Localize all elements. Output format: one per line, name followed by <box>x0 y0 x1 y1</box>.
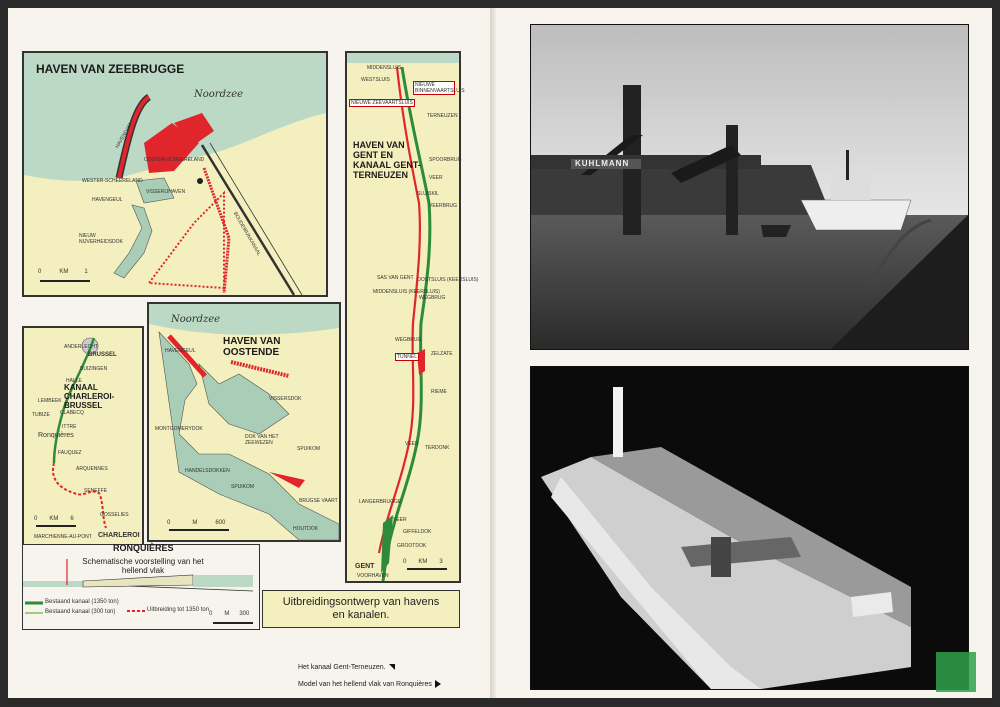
ronquieres-title: RONQUIÈRES <box>113 543 174 553</box>
scale-max: 300 <box>239 611 250 617</box>
place-label: WESTSLUIS <box>361 77 390 83</box>
charleroi-city-label: CHARLEROI <box>98 532 140 539</box>
right-page <box>496 8 992 698</box>
photo-canal-gent-terneuzen <box>530 24 969 350</box>
map-gent-terneuzen <box>345 51 479 583</box>
zeebrugge-label: HAVENGEUL <box>92 197 123 203</box>
town-label: Ronquières <box>38 432 74 439</box>
place-label: WEGBRUG <box>395 337 422 343</box>
scale-unit: KM <box>49 516 59 522</box>
lock-label: NIEUWE BINNENVAARTSLUIS <box>415 82 465 94</box>
place-label: VEER <box>405 441 419 447</box>
scale-zero: 0 <box>209 611 213 617</box>
place-label: GROOTDOK <box>397 543 427 549</box>
zeebrugge-label: OOSTER-SCHEERELAND <box>144 157 205 163</box>
place-label: VOORHAVEN <box>357 573 389 579</box>
photo-canal-image <box>531 25 968 349</box>
zeebrugge-map-drawing <box>24 53 326 295</box>
scale-zero: 0 <box>167 520 171 526</box>
scale-max: 600 <box>215 520 226 526</box>
arrow-right-icon <box>435 680 441 688</box>
gent-title: HAVEN VAN GENT EN KANAAL GENT-TERNEUZEN <box>353 140 421 180</box>
scale-zero: 0 <box>34 516 38 522</box>
gent-scale <box>403 559 443 565</box>
place-label: MARCHIENNE-AU-PONT <box>34 534 92 540</box>
crane-sign-text: KUHLMANN <box>575 159 630 168</box>
map-oostende <box>147 302 341 542</box>
place-label: LANGERBRUGGE <box>359 499 402 505</box>
oostende-label: VISSERSDOK <box>269 396 302 402</box>
tunnel-label: TUNNEL <box>397 354 418 360</box>
project-title: Uitbreidingsontwerp van havens en kanalen. <box>282 596 440 622</box>
corner-logo <box>936 652 976 692</box>
city-label: BRUSSEL <box>88 352 117 358</box>
oostende-label: BRUGSE VAART <box>299 498 338 504</box>
oostende-label: SPUIKOM <box>231 484 255 490</box>
caption-model-text: Model van het hellend vlak van Ronquières <box>298 680 432 688</box>
place-label: TUBIZE <box>32 412 50 418</box>
place-label: GOSSELIES <box>100 512 129 518</box>
zeebrugge-label: BOUDEWIJNKANAAL <box>231 210 262 258</box>
legend-item: Uitbreiding tot 1350 ton <box>147 607 210 613</box>
scale-unit: M <box>192 520 198 526</box>
map-charleroi-brussel <box>22 326 144 548</box>
oostende-scale <box>167 520 225 526</box>
caption-canal <box>298 664 395 671</box>
photo-model-image <box>531 367 968 689</box>
ronquieres-scale <box>209 611 249 617</box>
place-label: VEER <box>393 517 407 523</box>
legend-item: Bestaand kanaal (300 ton) <box>45 609 116 615</box>
place-label: ANDERLECHT <box>64 344 98 350</box>
place-label: FAUQUEZ <box>58 450 82 456</box>
place-label: ARQUENNES <box>76 466 108 472</box>
project-title-box <box>262 590 460 628</box>
place-label: ITTRE <box>62 424 77 430</box>
city-label: GENT <box>355 563 375 570</box>
photo-model-inclined-plane <box>530 366 969 690</box>
oostende-title: HAVEN VAN OOSTENDE <box>223 336 281 358</box>
place-label: MIDDENSLUIS (KEERSLUIS) <box>373 289 440 295</box>
zeebrugge-sea-label: Noordzee <box>194 89 244 100</box>
scale-unit: KM <box>59 269 69 275</box>
place-label: SAS VAN GENT <box>377 275 414 281</box>
oostende-label: MONTGOMERYDOK <box>155 426 203 432</box>
place-label: VEER <box>429 175 443 181</box>
place-label: HALLE <box>66 378 82 384</box>
place-label: ZELZATE <box>431 351 453 357</box>
place-label: CLABECQ <box>60 410 84 416</box>
place-label: WEGBRUG <box>419 295 446 301</box>
place-label: SPOORBRUG <box>429 157 462 163</box>
place-label: BUIZINGEN <box>80 366 108 372</box>
oostende-label: HANDELSDOKKEN <box>185 468 230 474</box>
place-label: SENEFFE <box>84 488 108 494</box>
ronquieres-diagram <box>22 544 260 630</box>
scale-unit: M <box>224 611 230 617</box>
place-label: SLUISKIL <box>417 191 439 197</box>
place-label: VEERBRUG <box>429 203 458 209</box>
place-label: GIFFELDOK <box>403 529 432 535</box>
oostende-label: SPUIKOM <box>297 446 321 452</box>
legend-item: Bestaand kanaal (1350 ton) <box>45 599 119 605</box>
place-label: TERDONK <box>425 445 450 451</box>
scale-max: 1 <box>84 269 88 275</box>
place-label: TERNEUZEN <box>427 113 458 119</box>
place-label: OOSTSLUIS (KEERSLUIS) <box>417 277 479 283</box>
oostende-label: HAVENGEUL <box>165 348 196 354</box>
zeebrugge-label: WESTER-SCHEERELAND <box>82 178 143 184</box>
charleroi-title: KANAAL CHARLEROI-BRUSSEL <box>64 383 115 410</box>
left-page <box>8 8 490 698</box>
scale-max: 3 <box>439 559 443 565</box>
map-zeebrugge <box>22 51 328 297</box>
oostende-label: DOK VAN HET ZEEWEZEN <box>245 434 279 446</box>
place-label: LEMBEEK <box>38 398 62 404</box>
zeebrugge-label: VISSERIJHAVEN <box>146 189 186 195</box>
scale-zero: 0 <box>38 269 42 275</box>
place-label: RIEME <box>431 389 447 395</box>
charleroi-scale <box>34 516 74 522</box>
lock-label: NIEUWE ZEEVAARTSLUIS <box>351 100 413 106</box>
scale-zero: 0 <box>403 559 407 565</box>
arrow-down-right-icon <box>389 664 395 670</box>
caption-canal-text: Het kanaal Gent-Terneuzen. <box>298 664 386 671</box>
zeebrugge-title: HAVEN VAN ZEEBRUGGE <box>36 62 185 76</box>
ronquieres-subtitle: Schematische voorstelling van het hellend vlak <box>82 557 204 576</box>
zeebrugge-label: NIEUW NIJVERHEIDSDOK <box>79 233 123 245</box>
caption-model <box>298 680 441 688</box>
scale-unit: KM <box>418 559 428 565</box>
zeebrugge-label: HAVENDAM <box>114 122 134 150</box>
zeebrugge-scale <box>38 269 88 275</box>
oostende-sea-label: Noordzee <box>171 314 221 325</box>
place-label: MIDDENSLUIS <box>367 65 402 71</box>
scale-max: 6 <box>70 516 74 522</box>
oostende-label: HOUTDOK <box>293 526 318 532</box>
